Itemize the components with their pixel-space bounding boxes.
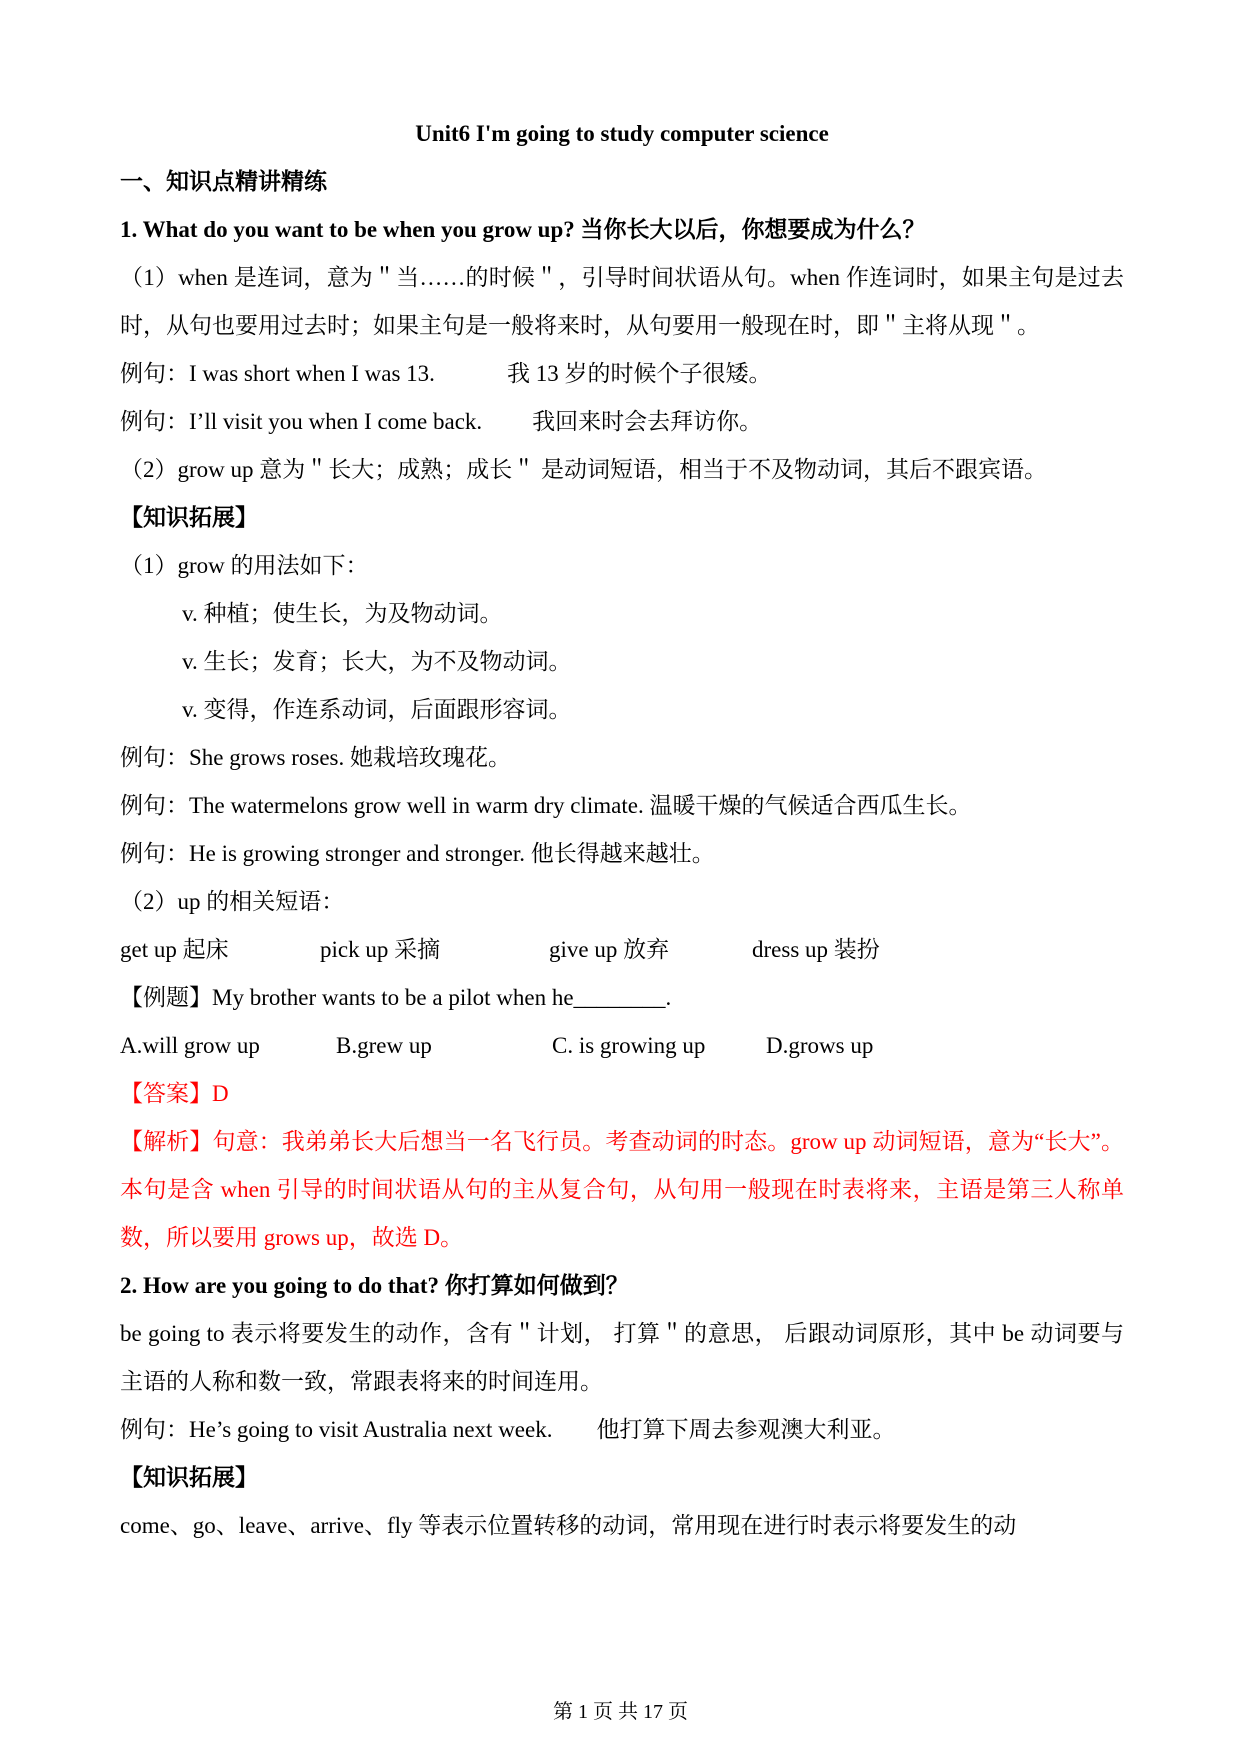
answer-options <box>120 1022 1124 1070</box>
example-question: 【例题】My brother wants to be a pilot when he________. <box>120 985 672 1010</box>
extension-grow-v2: v. 生长；发育；长大，为不及物动词。 <box>182 649 572 674</box>
point-2-example-en: 例句：He’s going to visit Australia next week. <box>120 1417 553 1442</box>
option-c: C. is growing up <box>552 1033 706 1058</box>
section-heading: 一、知识点精讲精练 <box>120 169 327 194</box>
point-2-extension-heading: 【知识拓展】 <box>120 1465 258 1490</box>
phrase-item: pick up 采摘 <box>320 937 441 962</box>
phrase-item: give up 放弃 <box>549 937 670 962</box>
example-sentence-2-en: 例句：I’ll visit you when I come back. <box>120 409 483 434</box>
extension-grow-v3: v. 变得，作连系动词，后面跟形容词。 <box>182 697 572 722</box>
phrase-list <box>120 926 1124 974</box>
point-2-heading: 2. How are you going to do that? 你打算如何做到？ <box>120 1273 629 1298</box>
document-page <box>120 110 1124 1550</box>
point-2-extension-text: come、go、leave、arrive、fly 等表示位置转移的动词，常用现在进行时表示将要发生的动 <box>120 1513 1017 1538</box>
analysis-text: 【解析】句意：我弟弟长大后想当一名飞行员。考查动词的时态。grow up 动词短语，意为“长大”。本句是含 when 引导的时间状语从句的主从复合句，从句用一般现在时表将来，主语是第三人称单数，所以要用 grows up，故选 D。 <box>120 1129 1124 1250</box>
example-sentence-1-en: 例句：I was short when I was 13. <box>120 361 435 386</box>
option-b: B.grew up <box>336 1033 432 1058</box>
example-sentence-2 <box>120 398 1124 446</box>
point-1-paragraph-1: （1）when 是连词，意为＂当……的时候＂，引导时间状语从句。when 作连词时，如果主句是过去时，从句也要用过去时；如果主句是一般将来时，从句要用一般现在时，即＂主将从现＂。 <box>120 265 1124 338</box>
answer-text: 【答案】D <box>120 1081 229 1106</box>
point-1-paragraph-2: （2）grow up 意为＂长大；成熟；成长＂ 是动词短语，相当于不及物动词，其后不跟宾语。 <box>120 457 1048 482</box>
page-footer: 第 1 页 共 17 页 <box>553 1701 688 1723</box>
example-sentence-1 <box>120 350 1124 398</box>
point-2-paragraph-1: be going to 表示将要发生的动作，含有＂计划， 打算＂的意思， 后跟动词原形，其中 be 动词要与主语的人称和数一致，常跟表将来的时间连用。 <box>120 1321 1124 1394</box>
example-sentence-4: 例句：The watermelons grow well in warm dry climate. 温暖干燥的气候适合西瓜生长。 <box>120 793 972 818</box>
phrase-item: get up 起床 <box>120 937 229 962</box>
extension-up-phrases: （2）up 的相关短语： <box>120 889 345 914</box>
example-sentence-1-cn: 我 13 岁的时候个子很矮。 <box>506 361 772 386</box>
point-1-heading: 1. What do you want to be when you grow up? 当你长大以后，你想要成为什么？ <box>120 217 926 242</box>
point-2-example-cn: 他打算下周去参观澳大利亚。 <box>596 1417 896 1442</box>
point-2-example-sentence <box>120 1406 1124 1454</box>
example-sentence-5: 例句：He is growing stronger and stronger. 他长得越来越壮。 <box>120 841 715 866</box>
example-sentence-2-cn: 我回来时会去拜访你。 <box>532 409 763 434</box>
option-d: D.grows up <box>766 1033 874 1058</box>
option-a: A.will grow up <box>120 1033 260 1058</box>
phrase-item: dress up 装扮 <box>752 937 880 962</box>
extension-grow-usage: （1）grow 的用法如下： <box>120 553 369 578</box>
document-title: Unit6 I'm going to study computer science <box>415 121 829 146</box>
extension-grow-v1: v. 种植；使生长，为及物动词。 <box>182 601 503 626</box>
example-sentence-3: 例句：She grows roses. 她栽培玫瑰花。 <box>120 745 511 770</box>
knowledge-extension-heading: 【知识拓展】 <box>120 505 258 530</box>
